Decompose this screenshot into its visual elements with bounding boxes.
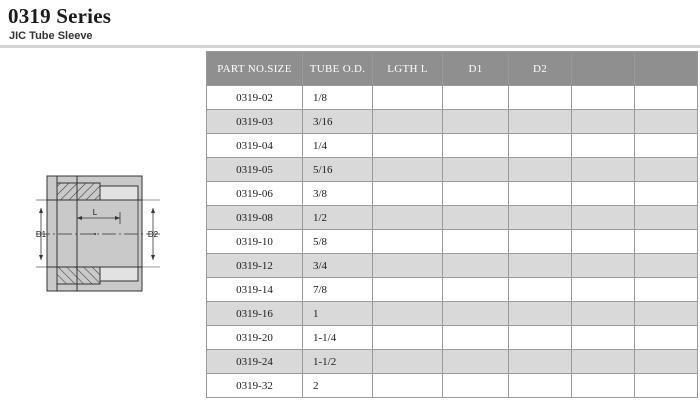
cell-lgth_l xyxy=(373,302,443,326)
table-row[interactable] xyxy=(207,110,698,134)
cell-blank1 xyxy=(572,278,635,302)
diagram-label-D1: D1 xyxy=(35,230,47,239)
page-header xyxy=(0,0,700,45)
cell-d1 xyxy=(443,302,509,326)
cell-d2 xyxy=(509,254,572,278)
cell-part_no_size: 0319-08 xyxy=(207,206,303,230)
cell-lgth_l xyxy=(373,230,443,254)
table-row[interactable] xyxy=(207,254,698,278)
cell-blank1 xyxy=(572,302,635,326)
table-row[interactable] xyxy=(207,278,698,302)
cell-d2 xyxy=(509,206,572,230)
cell-tube_od: 2 xyxy=(303,374,373,398)
cell-blank2 xyxy=(635,350,698,374)
cell-blank2 xyxy=(635,110,698,134)
cell-tube_od: 3/4 xyxy=(303,254,373,278)
cell-d2 xyxy=(509,350,572,374)
table-row[interactable] xyxy=(207,206,698,230)
cell-blank1 xyxy=(572,326,635,350)
table-row[interactable] xyxy=(207,302,698,326)
column-header-part-no-size: PART NO.SIZE xyxy=(207,52,303,86)
cell-blank1 xyxy=(572,254,635,278)
cell-blank1 xyxy=(572,182,635,206)
cell-tube_od: 1-1/4 xyxy=(303,326,373,350)
cell-d1 xyxy=(443,206,509,230)
cell-blank2 xyxy=(635,326,698,350)
diagram-panel xyxy=(0,48,203,409)
cell-part_no_size: 0319-14 xyxy=(207,278,303,302)
cell-d2 xyxy=(509,158,572,182)
cell-d2 xyxy=(509,110,572,134)
cell-lgth_l xyxy=(373,158,443,182)
table-body xyxy=(207,86,698,398)
cell-part_no_size: 0319-10 xyxy=(207,230,303,254)
cell-tube_od: 1 xyxy=(303,302,373,326)
cell-part_no_size: 0319-24 xyxy=(207,350,303,374)
column-header-lgth-l: LGTH L xyxy=(373,52,443,86)
table-row[interactable] xyxy=(207,350,698,374)
cell-blank1 xyxy=(572,134,635,158)
cell-blank2 xyxy=(635,230,698,254)
cell-d1 xyxy=(443,350,509,374)
cell-lgth_l xyxy=(373,374,443,398)
cell-blank1 xyxy=(572,86,635,110)
cell-blank1 xyxy=(572,158,635,182)
cell-lgth_l xyxy=(373,254,443,278)
cell-d2 xyxy=(509,230,572,254)
cell-tube_od: 3/16 xyxy=(303,110,373,134)
cell-blank1 xyxy=(572,374,635,398)
cell-d2 xyxy=(509,302,572,326)
cell-d1 xyxy=(443,230,509,254)
table-row[interactable] xyxy=(207,230,698,254)
diagram-label-D2: D2 xyxy=(147,230,159,239)
spec-table xyxy=(206,51,698,398)
cell-d2 xyxy=(509,134,572,158)
cell-blank2 xyxy=(635,374,698,398)
cell-lgth_l xyxy=(373,86,443,110)
cell-part_no_size: 0319-05 xyxy=(207,158,303,182)
cell-d1 xyxy=(443,254,509,278)
cell-d1 xyxy=(443,326,509,350)
cell-blank2 xyxy=(635,182,698,206)
cell-tube_od: 7/8 xyxy=(303,278,373,302)
cell-blank2 xyxy=(635,86,698,110)
column-header-d2: D2 xyxy=(509,52,572,86)
cell-blank1 xyxy=(572,350,635,374)
cell-d1 xyxy=(443,158,509,182)
page-title: 0319 Series xyxy=(8,4,112,28)
cell-tube_od: 1/2 xyxy=(303,206,373,230)
cell-part_no_size: 0319-04 xyxy=(207,134,303,158)
cell-blank1 xyxy=(572,110,635,134)
cell-lgth_l xyxy=(373,326,443,350)
table-row[interactable] xyxy=(207,326,698,350)
cell-tube_od: 3/8 xyxy=(303,182,373,206)
cell-d1 xyxy=(443,182,509,206)
cell-tube_od: 1/4 xyxy=(303,134,373,158)
cell-d2 xyxy=(509,326,572,350)
cell-part_no_size: 0319-03 xyxy=(207,110,303,134)
cell-blank2 xyxy=(635,254,698,278)
diagram-label-L: L xyxy=(92,208,98,217)
cell-tube_od: 1/8 xyxy=(303,86,373,110)
table-row[interactable] xyxy=(207,134,698,158)
column-header-blank-2 xyxy=(635,52,698,86)
cell-d1 xyxy=(443,86,509,110)
cell-blank2 xyxy=(635,206,698,230)
cell-blank2 xyxy=(635,158,698,182)
cell-blank2 xyxy=(635,134,698,158)
cell-blank1 xyxy=(572,206,635,230)
cell-tube_od: 1-1/2 xyxy=(303,350,373,374)
cell-lgth_l xyxy=(373,134,443,158)
cell-lgth_l xyxy=(373,206,443,230)
cell-lgth_l xyxy=(373,110,443,134)
cell-part_no_size: 0319-12 xyxy=(207,254,303,278)
table-row[interactable] xyxy=(207,374,698,398)
cell-lgth_l xyxy=(373,278,443,302)
cell-d1 xyxy=(443,278,509,302)
table-row[interactable] xyxy=(207,182,698,206)
page-subtitle: JIC Tube Sleeve xyxy=(9,30,93,42)
cell-part_no_size: 0319-06 xyxy=(207,182,303,206)
cell-d2 xyxy=(509,86,572,110)
cell-blank1 xyxy=(572,230,635,254)
cell-part_no_size: 0319-32 xyxy=(207,374,303,398)
cell-part_no_size: 0319-02 xyxy=(207,86,303,110)
spec-table-panel xyxy=(203,48,700,409)
cell-part_no_size: 0319-20 xyxy=(207,326,303,350)
table-row[interactable] xyxy=(207,158,698,182)
column-header-d1: D1 xyxy=(443,52,509,86)
cell-lgth_l xyxy=(373,350,443,374)
column-header-tube-od: TUBE O.D. xyxy=(303,52,373,86)
cell-d1 xyxy=(443,374,509,398)
cell-d2 xyxy=(509,374,572,398)
cell-d1 xyxy=(443,110,509,134)
cell-d1 xyxy=(443,134,509,158)
cell-lgth_l xyxy=(373,182,443,206)
jic-tube-sleeve-drawing-icon xyxy=(0,48,203,409)
column-header-blank-1 xyxy=(572,52,635,86)
cell-part_no_size: 0319-16 xyxy=(207,302,303,326)
cell-d2 xyxy=(509,182,572,206)
cell-d2 xyxy=(509,278,572,302)
cell-tube_od: 5/16 xyxy=(303,158,373,182)
cell-blank2 xyxy=(635,278,698,302)
table-row[interactable] xyxy=(207,86,698,110)
cell-blank2 xyxy=(635,302,698,326)
table-header-row xyxy=(207,52,698,86)
cell-tube_od: 5/8 xyxy=(303,230,373,254)
